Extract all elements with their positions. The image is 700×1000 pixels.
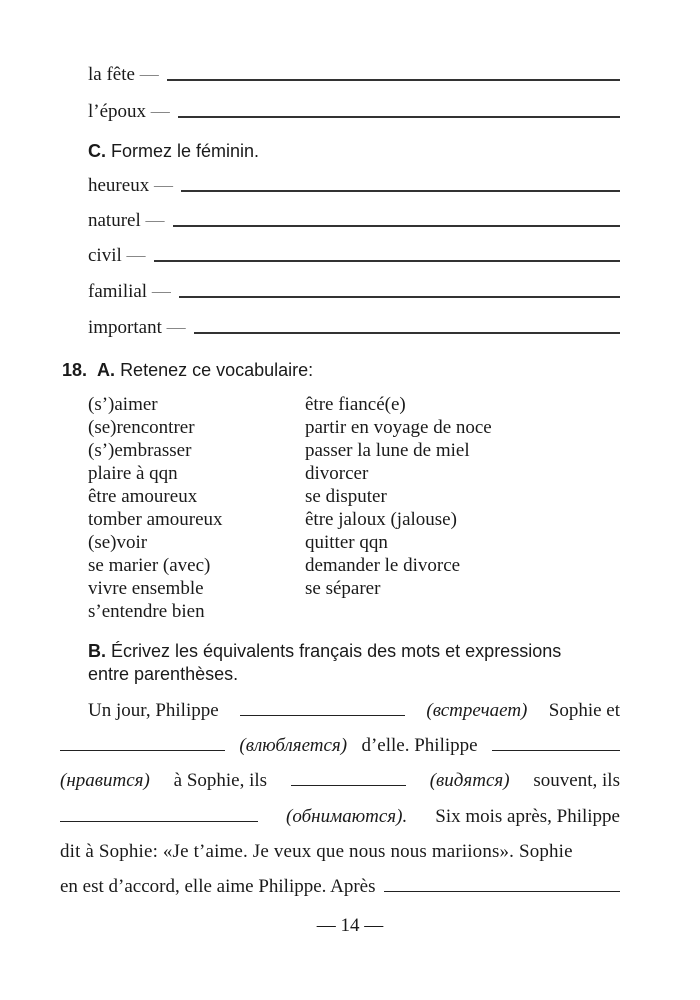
- word-label: l’époux —: [88, 101, 170, 122]
- russian-hint: (обнимаются).: [286, 806, 408, 827]
- page-number: — 14 —: [316, 915, 384, 936]
- text-segment: en est d’accord, elle aime Philippe. Après: [60, 876, 376, 897]
- section-letter: A.: [97, 360, 116, 380]
- vocab-item: (se)voir: [88, 532, 148, 553]
- paragraph-line: [60, 872, 620, 898]
- paragraph-line: [60, 802, 620, 828]
- text-segment: Six mois après, Philippe: [435, 806, 620, 827]
- vocab-item: partir en voyage de noce: [305, 417, 492, 438]
- section-letter: C.: [88, 141, 106, 161]
- text-segment: d’elle. Philippe: [361, 735, 478, 756]
- text-segment: Sophie et: [548, 700, 620, 721]
- vocab-column-2: [305, 393, 492, 600]
- vocab-item: vivre ensemble: [88, 578, 204, 599]
- vocab-item: quitter qqn: [305, 532, 388, 553]
- section-instruction: Écrivez les équivalents français des mots et expressions: [111, 641, 562, 661]
- word-label: heureux —: [88, 175, 173, 196]
- word-label: important —: [88, 317, 186, 338]
- part-b-heading-cont: [88, 664, 238, 685]
- vocab-item: se séparer: [305, 578, 381, 599]
- paragraph-line: [60, 731, 620, 757]
- word-label: familial —: [88, 281, 171, 302]
- fill-row: [88, 60, 620, 86]
- paragraph-line: [60, 837, 620, 863]
- fill-row: [88, 97, 620, 123]
- vocab-item: passer la lune de miel: [305, 440, 470, 461]
- vocab-item: se marier (avec): [88, 555, 211, 576]
- section-instruction-cont: entre parenthèses.: [88, 664, 239, 684]
- vocab-item: être amoureux: [88, 486, 198, 507]
- answer-blank[interactable]: [194, 332, 620, 334]
- answer-blank[interactable]: [240, 715, 405, 716]
- vocab-item: demander le divorce: [305, 555, 461, 576]
- part-b-heading: [88, 641, 561, 662]
- section-instruction: Retenez ce vocabulaire:: [120, 360, 314, 380]
- answer-blank[interactable]: [179, 296, 620, 298]
- fill-row: [88, 277, 620, 303]
- russian-hint: (встречает): [426, 700, 528, 721]
- russian-hint: (нравится): [60, 770, 150, 791]
- vocab-item: se disputer: [305, 486, 387, 507]
- vocab-item: s’entendre bien: [88, 601, 205, 622]
- section-c-heading: [88, 141, 259, 162]
- paragraph-line: [88, 696, 620, 722]
- exercise-number: 18.: [62, 360, 88, 380]
- word-label: la fête —: [88, 64, 159, 85]
- vocab-item: être fiancé(e): [305, 394, 406, 415]
- fill-row: [88, 313, 620, 339]
- answer-blank[interactable]: [384, 891, 620, 892]
- answer-blank[interactable]: [60, 821, 258, 822]
- section-instruction: Formez le féminin.: [111, 141, 260, 161]
- vocab-item: plaire à qqn: [88, 463, 178, 484]
- word-label: civil —: [88, 245, 146, 266]
- answer-blank[interactable]: [154, 260, 620, 262]
- answer-blank[interactable]: [178, 116, 620, 118]
- answer-blank[interactable]: [492, 750, 620, 751]
- text-segment: souvent, ils: [533, 770, 620, 791]
- text-segment: Un jour, Philippe: [88, 700, 219, 721]
- vocab-item: (s’)embrasser: [88, 440, 192, 461]
- fill-row: [88, 206, 620, 232]
- word-label: naturel —: [88, 210, 165, 231]
- answer-blank[interactable]: [181, 190, 620, 192]
- text-segment: dit à Sophie: «Je t’aime. Je veux que nous nous mariions». Sophie: [60, 841, 573, 862]
- vocab-item: (s’)aimer: [88, 394, 158, 415]
- vocab-item: être jaloux (jalouse): [305, 509, 457, 530]
- fill-row: [88, 171, 620, 197]
- answer-blank[interactable]: [291, 785, 406, 786]
- vocab-column-1: [88, 393, 223, 623]
- text-segment: à Sophie, ils: [173, 770, 268, 791]
- answer-blank[interactable]: [173, 225, 620, 227]
- fill-row: [88, 241, 620, 267]
- vocab-item: (se)rencontrer: [88, 417, 195, 438]
- paragraph-line: [60, 766, 620, 792]
- russian-hint: (влюбляется): [239, 735, 348, 756]
- answer-blank[interactable]: [167, 79, 620, 81]
- vocab-item: tomber amoureux: [88, 509, 223, 530]
- answer-blank[interactable]: [60, 750, 225, 751]
- section-letter: B.: [88, 641, 106, 661]
- exercise-18-heading: [62, 360, 313, 381]
- vocab-item: divorcer: [305, 463, 369, 484]
- russian-hint: (видятся): [429, 770, 510, 791]
